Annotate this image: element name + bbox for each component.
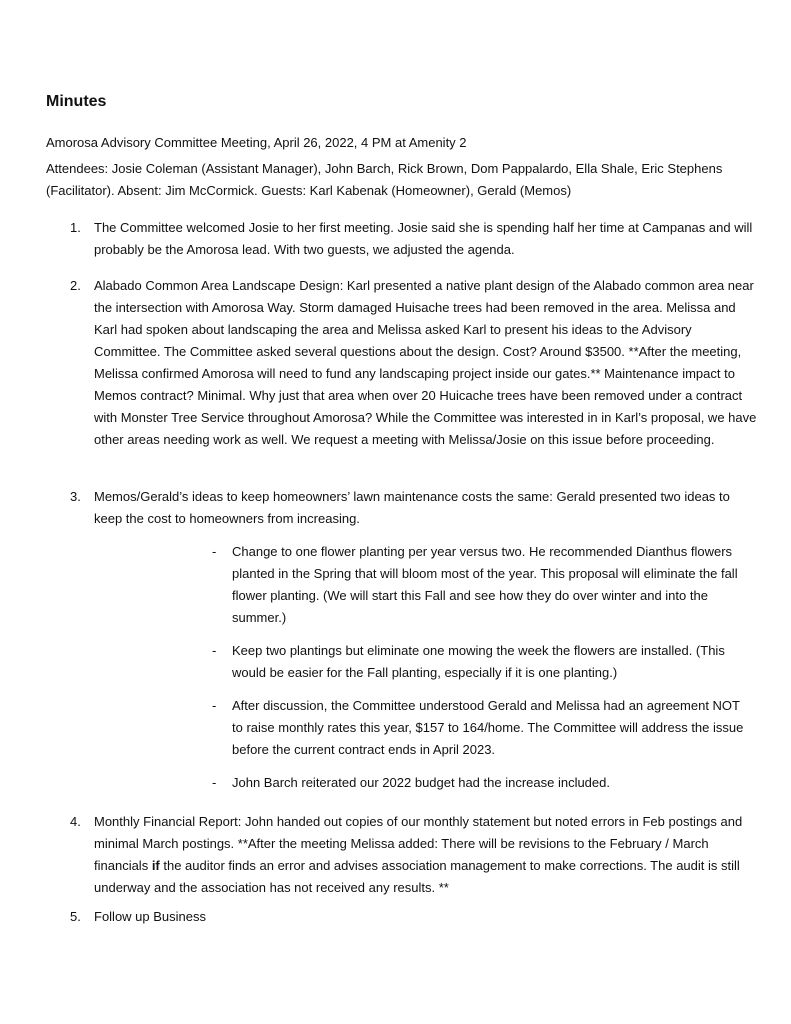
sub-item (212, 640, 752, 684)
item-text: The Committee welcomed Josie to her first meeting. Josie said she is spending half her time at Campanas and will probably be the Amorosa lead. With two guests, we adjusted the agenda. (94, 220, 753, 257)
dash-bullet: - (212, 775, 217, 790)
sub-item-text: John Barch reiterated our 2022 budget had the increase included. (232, 775, 610, 790)
agenda-item-4 (70, 811, 760, 899)
item-text-bold: if (151, 858, 160, 873)
attendees-paragraph: Attendees: Josie Coleman (Assistant Manager), John Barch, Rick Brown, Dom Pappalardo, Ella Shale, Eric Stephens (Facilitator). Absent: Jim McCormick. Guests: Karl Kabenak (Homeowner), Gerald (Memos) (46, 161, 723, 198)
sub-item-text: Keep two plantings but eliminate one mowing the week the flowers are installed. (This would be easier for the Fall planting, especially if it is one planting.) (232, 643, 725, 680)
agenda-item-1 (70, 217, 760, 261)
item-text: Follow up Business (94, 909, 206, 924)
sub-item (212, 541, 752, 629)
page-title: Minutes (46, 93, 107, 110)
dash-bullet: - (212, 643, 217, 658)
item-number: 4. (70, 814, 81, 829)
item-number: 1. (70, 220, 81, 235)
dash-bullet: - (212, 544, 217, 559)
agenda-item-3 (70, 486, 760, 530)
dash-bullet: - (212, 698, 217, 713)
item-number: 3. (70, 489, 81, 504)
item-number: 5. (70, 909, 81, 924)
sub-item-text: After discussion, the Committee understood Gerald and Melissa had an agreement NOT to raise monthly rates this year, $157 to 164/home. The Committee will address the issue before the current contract ends in April 2023. (232, 698, 744, 757)
item-text-after: the auditor finds an error and advises association management to make corrections. The audit is still underway and the association has not received any results. ** (94, 858, 740, 895)
item-text (94, 811, 760, 899)
agenda-item-5 (70, 906, 760, 928)
sub-item-text: Change to one flower planting per year versus two. He recommended Dianthus flowers planted in the Spring that will bloom most of the year. This proposal will eliminate the fall flower planting. (We will start this Fall and see how they do over winter and into the summer.) (232, 544, 738, 625)
item-text: Memos/Gerald’s ideas to keep homeowners’ lawn maintenance costs the same: Gerald presented two ideas to keep the cost to homeowners from increasing. (94, 489, 730, 526)
item-text: Alabado Common Area Landscape Design: Karl presented a native plant design of the Alabado common area near the intersection with Amorosa Way. Storm damaged Huisache trees had been removed in the area. Melissa and Karl had spoken about landscaping the area and Melissa asked Karl to present his ideas to the Advisory Committee. The Committee asked several questions about the design. Cost? Around $3500. **After the meeting, Melissa confirmed Amorosa will need to fund any landscaping project inside our gates.** Maintenance impact to Memos contract? Minimal. Why just that area when over 20 Huicache trees have been removed under a contract with Monster Tree Service throughout Amorosa? While the Committee was interested in in Karl’s proposal, we have other areas needing work as well. We request a meeting with Melissa/Josie on this issue before proceeding. (94, 278, 757, 447)
item-text-before: Monthly Financial Report: John handed out copies of our monthly statement but noted errors in Feb postings and minimal March postings. **After the meeting Melissa added: There will be revisions to the February / March financials (94, 814, 743, 873)
sub-item (212, 772, 752, 794)
agenda-item-2 (70, 275, 760, 451)
meeting-line: Amorosa Advisory Committee Meeting, April 26, 2022, 4 PM at Amenity 2 (46, 135, 467, 150)
item-number: 2. (70, 278, 81, 293)
sub-item (212, 695, 752, 761)
